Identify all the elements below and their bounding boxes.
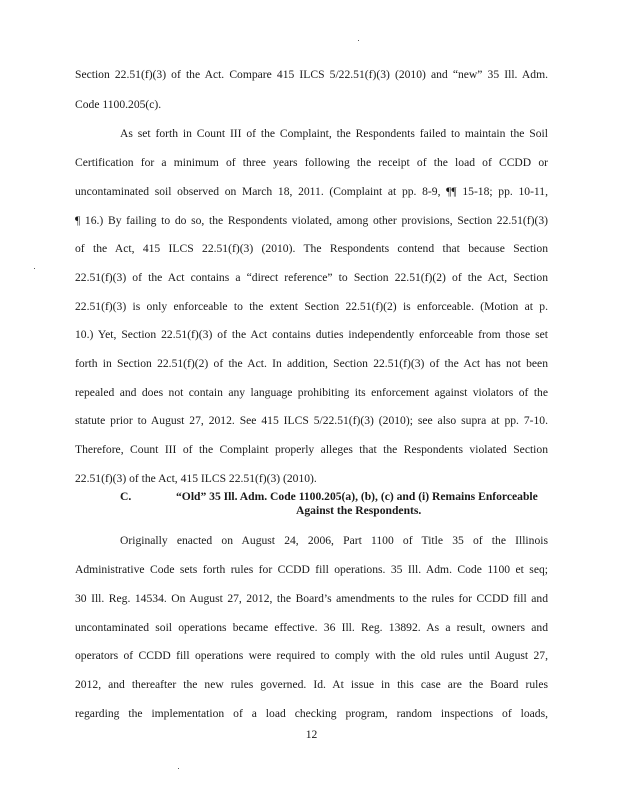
text-line: of the Act, 415 ILCS 22.51(f)(3) (2010). The Respondents contend that because Section	[75, 242, 548, 255]
scan-speck	[358, 40, 359, 41]
section-letter: C.	[120, 490, 132, 503]
text-line: repealed and does not contain any language prohibiting its enforcement against violators of the	[75, 386, 548, 399]
text-line: forth in Section 22.51(f)(2) of the Act. In addition, Section 22.51(f)(3) of the Act has not been	[75, 357, 548, 370]
text-line: Code 1100.205(c).	[75, 98, 162, 111]
text-line: operators of CCDD fill operations were required to comply with the old rules until August 27,	[75, 649, 548, 662]
text-line: Section 22.51(f)(3) of the Act. Compare 415 ILCS 5/22.51(f)(3) (2010) and “new” 35 Ill. Adm.	[75, 68, 548, 81]
scan-speck	[34, 268, 35, 269]
section-heading-line-2: Against the Respondents.	[296, 504, 422, 517]
page-number: 12	[305, 728, 318, 741]
text-line: regarding the implementation of a load checking program, random inspections of loads,	[75, 707, 548, 720]
text-line: Therefore, Count III of the Complaint properly alleges that the Respondents violated Section	[75, 443, 548, 456]
text-line: As set forth in Count III of the Complaint, the Respondents failed to maintain the Soil	[120, 127, 548, 140]
text-line: 30 Ill. Reg. 14534. On August 27, 2012, the Board’s amendments to the rules for CCDD fill and	[75, 592, 548, 605]
text-line: 22.51(f)(3) of the Act contains a “direct reference” to Section 22.51(f)(2) of the Act, Section	[75, 271, 548, 284]
section-heading	[120, 490, 548, 504]
text-line: 2012, and thereafter the new rules governed. Id. At issue in this case are the Board rules	[75, 678, 548, 691]
text-line: 10.) Yet, Section 22.51(f)(3) of the Act contains duties independently enforceable from those set	[75, 328, 548, 341]
text-line: Administrative Code sets forth rules for CCDD fill operations. 35 Ill. Adm. Code 1100 et seq;	[75, 563, 548, 576]
scan-speck	[178, 768, 179, 769]
text-line: Certification for a minimum of three years following the receipt of the load of CCDD or	[75, 156, 548, 169]
text-line: Originally enacted on August 24, 2006, Part 1100 of Title 35 of the Illinois	[120, 534, 548, 547]
section-heading-line-1: “Old” 35 Ill. Adm. Code 1100.205(a), (b), (c) and (i) Remains Enforceable	[176, 490, 538, 503]
text-line: 22.51(f)(3) of the Act, 415 ILCS 22.51(f)(3) (2010).	[75, 472, 317, 485]
text-line: ¶ 16.) By failing to do so, the Respondents violated, among other provisions, Section 22.51(f)(3)	[75, 214, 548, 227]
text-line: uncontaminated soil operations became effective. 36 Ill. Reg. 13892. As a result, owners and	[75, 621, 548, 634]
text-line: statute prior to August 27, 2012. See 415 ILCS 5/22.51(f)(3) (2010); see also supra at pp. 7-10.	[75, 414, 548, 427]
text-line: uncontaminated soil observed on March 18, 2011. (Complaint at pp. 8-9, ¶¶ 15-18; pp. 10-11,	[75, 185, 548, 198]
text-line: 22.51(f)(3) is only enforceable to the extent Section 22.51(f)(2) is enforceable. (Motion at p.	[75, 300, 548, 313]
